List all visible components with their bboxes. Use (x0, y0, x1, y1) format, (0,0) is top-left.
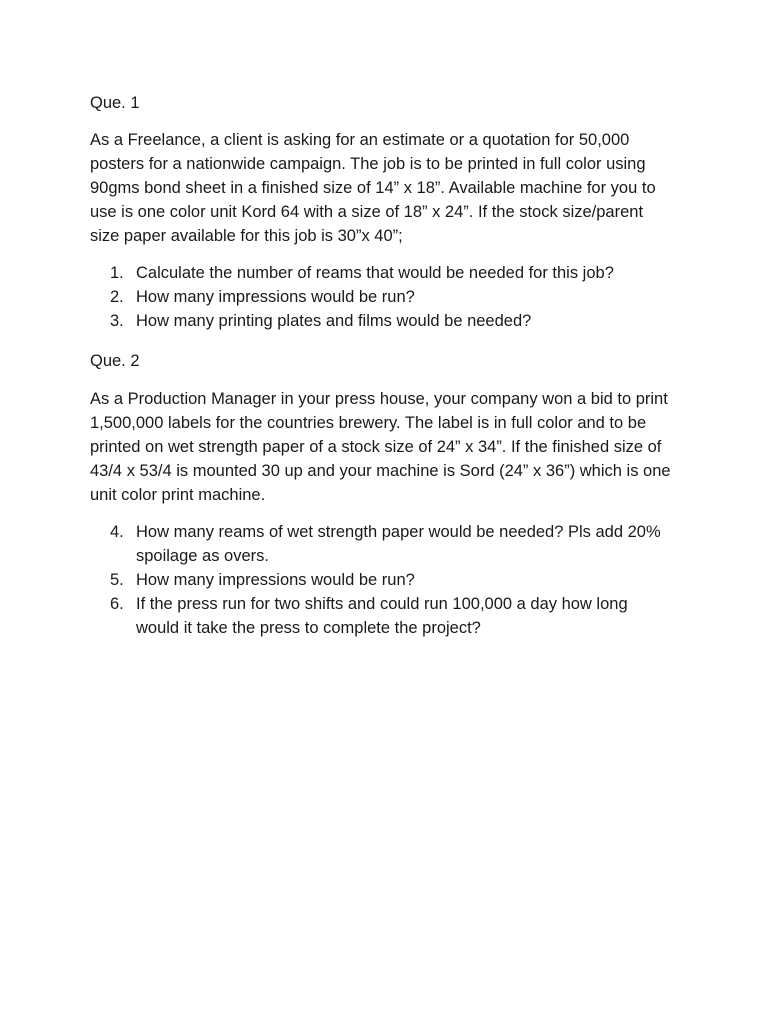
list-item-text: If the press run for two shifts and could run 100,000 a day how long would it take the press to complete the project? (136, 595, 628, 637)
list-item-number: 3. (110, 312, 124, 330)
question-2-heading: Que. 2 (90, 352, 140, 370)
question-2-list (90, 520, 672, 640)
list-item (90, 285, 672, 309)
list-item-number: 6. (110, 595, 124, 613)
question-1-heading: Que. 1 (90, 94, 140, 112)
question-2-paragraph: As a Production Manager in your press house, your company won a bid to print 1,500,000 labels for the countries brewery. The label is in full color and to be printed on wet strength paper of a stock size of 24” x 34”. If the finished size of 43/4 x 53/4 is mounted 30 up and your machine is Sord (24” x 36”) which is one unit color print machine. (90, 390, 671, 504)
list-item (90, 568, 672, 592)
list-item-text: How many printing plates and films would be needed? (136, 312, 532, 330)
list-item (90, 592, 672, 640)
list-item (90, 261, 672, 285)
list-item-number: 5. (110, 571, 124, 589)
list-item-number: 4. (110, 523, 124, 541)
question-1-paragraph: As a Freelance, a client is asking for an estimate or a quotation for 50,000 posters for a nationwide campaign. The job is to be printed in full color using 90gms bond sheet in a finished size of 14” x 18”. Available machine for you to use is one color unit Kord 64 with a size of 18” x 24”. If the stock size/parent size paper available for this job is 30”x 40”; (90, 131, 656, 245)
list-item-number: 1. (110, 264, 124, 282)
list-item-text: Calculate the number of reams that would be needed for this job? (136, 264, 614, 282)
list-item (90, 520, 672, 568)
list-item-text: How many impressions would be run? (136, 571, 415, 589)
list-item (90, 309, 672, 333)
list-item-text: How many reams of wet strength paper would be needed? Pls add 20% spoilage as overs. (136, 523, 661, 565)
list-item-text: How many impressions would be run? (136, 288, 415, 306)
list-item-number: 2. (110, 288, 124, 306)
question-1-list (90, 261, 672, 333)
